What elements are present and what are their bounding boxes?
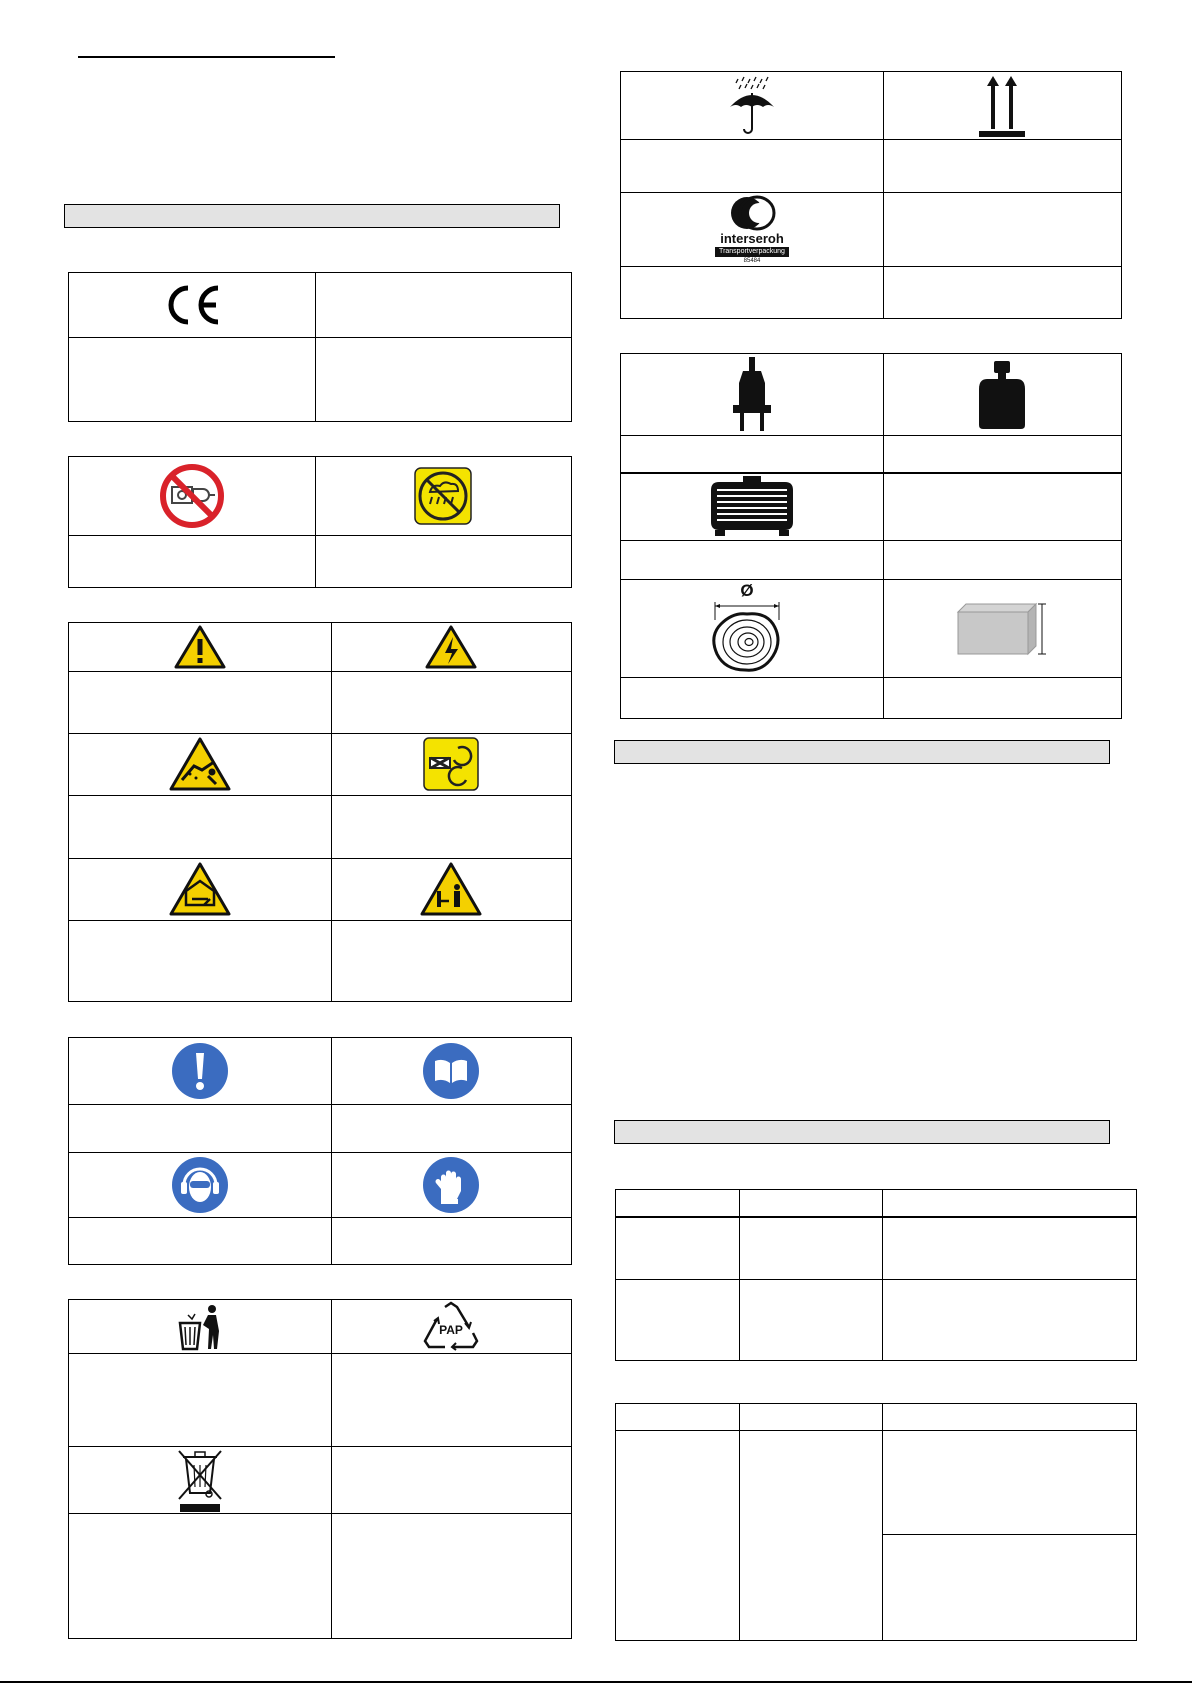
rotating-parts-icon xyxy=(331,733,571,795)
mandatory-table xyxy=(68,1037,572,1265)
power-plug-icon xyxy=(621,354,883,435)
pap-label: PAP xyxy=(439,1322,463,1337)
dimensions-box-icon xyxy=(883,579,1121,677)
warning-table xyxy=(68,622,572,1002)
spec-table-1 xyxy=(615,1189,1137,1361)
section-bar-2 xyxy=(614,740,1110,764)
section-bar-symbols xyxy=(64,204,560,228)
weee-crossed-bin-icon xyxy=(69,1446,331,1513)
pap-recycle-icon xyxy=(331,1300,571,1353)
weight-icon xyxy=(883,354,1121,435)
mandatory-action-icon xyxy=(69,1038,331,1104)
dispose-litter-icon xyxy=(69,1300,331,1353)
disposal-table xyxy=(68,1299,572,1639)
general-warning-icon xyxy=(69,623,331,671)
electric-shock-icon xyxy=(331,623,571,671)
transport-table xyxy=(620,71,1122,319)
this-way-up-icon xyxy=(883,72,1121,139)
interseroh-code: 85484 xyxy=(743,257,761,264)
technical-symbols-table xyxy=(620,353,1122,719)
keep-dry-icon xyxy=(621,72,883,139)
ear-eye-protection-icon xyxy=(69,1152,331,1217)
hand-injury-warning-icon xyxy=(69,858,331,920)
spec-table-2 xyxy=(615,1403,1137,1641)
safety-gloves-icon xyxy=(331,1152,571,1217)
section-bar-3 xyxy=(614,1120,1110,1144)
keep-distance-icon xyxy=(331,858,571,920)
no-rain-icon xyxy=(315,457,571,535)
header-rule xyxy=(78,56,335,58)
interseroh-tag: Transportverpackung xyxy=(715,247,789,257)
interseroh-logo xyxy=(621,192,883,266)
footer-rule xyxy=(0,1681,1192,1683)
ce-mark-icon xyxy=(69,273,315,337)
no-plug-icon xyxy=(69,457,315,535)
ce-table xyxy=(68,272,572,422)
read-manual-icon xyxy=(331,1038,571,1104)
log-diameter-icon xyxy=(621,579,883,677)
interseroh-brand: interseroh xyxy=(720,230,784,246)
diameter-symbol: Ø xyxy=(740,581,754,600)
motor-icon xyxy=(621,472,883,540)
prohibition-table xyxy=(68,456,572,588)
flying-debris-icon xyxy=(69,733,331,795)
